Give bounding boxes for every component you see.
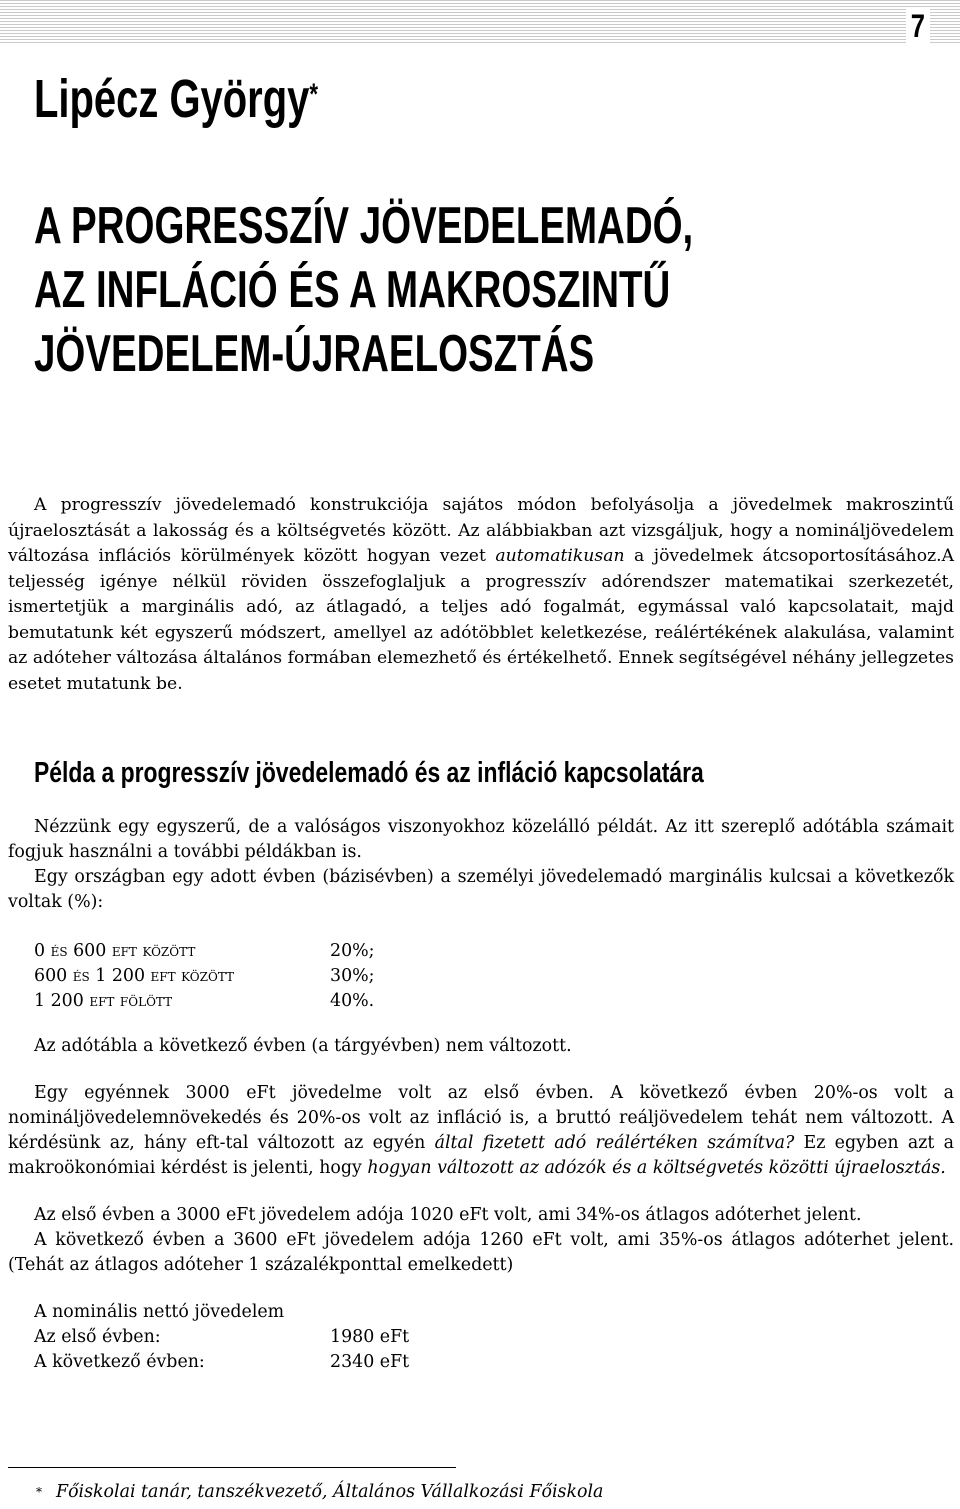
table-row [34, 1350, 409, 1375]
net-income-label: Az első évben: [34, 1327, 161, 1347]
spacer [8, 915, 954, 939]
footnote [36, 1480, 603, 1504]
footnote-marker: * [36, 1485, 42, 1499]
footnote-divider [8, 1467, 456, 1468]
net-income-heading: A nominális nettó jövedelem [34, 1302, 285, 1322]
page-number: 7 [906, 8, 930, 44]
article-body [8, 815, 954, 1375]
abstract-text: A teljesség igénye nélkül röviden összefoglaljuk a progresszív adórendszer matematikai szerkezetét, ismertetjük a marginális adó, az átlagadó, a teljes adó fogalmát, egymással való kapcsolatait, majd bemutatunk két egyszerű módszert, amellyel az adótöbblet keletkezése, reálértékének alakulása, valamint az adóteher változása általános formában elemezhető és értékelhető. Ennek segítségével néhány jellegzetes esetet mutatunk be. [8, 546, 955, 694]
table-row [34, 1325, 409, 1350]
rate-range: 1 200 eft fölött [34, 991, 173, 1011]
header-band [0, 0, 960, 44]
tax-rate-table [34, 939, 375, 1014]
spacer [8, 1181, 954, 1203]
body-text: Ez egyben azt a makroökonómiai kérdést is jelenti, hogy [8, 1133, 954, 1178]
rate-value: 20%; [330, 941, 375, 961]
net-income-table [34, 1300, 409, 1375]
body-emphasis: hogyan változott az adózók és a költségvetés közötti újraelosztás. [367, 1158, 946, 1178]
spacer [8, 1278, 954, 1300]
title-line: A PROGRESSZÍV JÖVEDELEMADÓ, [34, 197, 694, 255]
abstract [8, 493, 954, 697]
body-emphasis: által fizetett adó reálértéken számítva? [434, 1133, 795, 1153]
body-paragraph: Nézzünk egy egyszerű, de a valóságos viszonyokhoz közelálló példát. Az itt szereplő adótábla számait fogjuk használni a további példákban is. [8, 817, 954, 862]
body-paragraph: A következő évben a 3600 eFt jövedelem adója 1260 eFt volt, ami 35%-os átlagos adóterhet jelent. (Tehát az átlagos adóteher 1 százalékponttal emelkedett) [8, 1230, 954, 1275]
rate-range: 600 és 1 200 eft között [34, 966, 235, 986]
footnote-text: Főiskolai tanár, tanszékvezető, Általános Vállalkozási Főiskola [56, 1482, 604, 1502]
net-income-value: 2340 eFt [330, 1352, 410, 1372]
rate-value: 30%; [330, 966, 375, 986]
body-paragraph [8, 1081, 954, 1181]
table-row [34, 1300, 409, 1325]
body-paragraph: Egy országban egy adott évben (bázisévben) a személyi jövedelemadó marginális kulcsai a következők voltak (%): [8, 867, 954, 912]
author-footnote-marker: * [309, 78, 318, 111]
spacer [8, 1059, 954, 1081]
abstract-paragraph [8, 493, 954, 697]
net-income-value: 1980 eFt [330, 1327, 410, 1347]
table-row [34, 989, 375, 1014]
abstract-text: A progresszív jövedelemadó konstrukciója sajátos módon befolyásolja a jövedelmek makroszintű újraelosztását a lakosság és a költségvetés között. Az alábbiakban azt vizsgáljuk, hogy a nomináljövedelem változása inflációs körülmények között hogyan vezet [8, 495, 954, 566]
net-income-label: A következő évben: [34, 1352, 205, 1372]
title-line: JÖVEDELEM-ÚJRAELOSZTÁS [34, 325, 595, 383]
table-row [34, 964, 375, 989]
rate-range: 0 és 600 eft között [34, 941, 196, 961]
body-text: Egy egyénnek 3000 eFt jövedelme volt az első évben. A következő évben 20%-os volt a nomináljövedelemnövekedés és 20%-os volt az infláció is, a bruttó reáljövedelem tehát nem változott. A kérdésünk az, hány eft-tal változott az egyén [8, 1083, 954, 1153]
article-title [34, 194, 693, 386]
title-line: AZ INFLÁCIÓ ÉS A MAKROSZINTŰ [34, 261, 671, 319]
table-row [34, 939, 375, 964]
rate-value: 40%. [330, 991, 375, 1011]
author-name [34, 68, 318, 130]
body-paragraph: Az adótábla a következő évben (a tárgyévben) nem változott. [34, 1036, 572, 1056]
body-paragraph: Az első évben a 3000 eFt jövedelem adója 1020 eFt volt, ami 34%-os átlagos adóterhet jelent. [34, 1205, 862, 1225]
abstract-text: a jövedelmek átcsoportosításához. [624, 546, 942, 566]
abstract-emphasis: automatikusan [495, 546, 625, 566]
author-name-text: Lipécz György [34, 69, 310, 129]
spacer [8, 1014, 954, 1034]
section-heading: Példa a progresszív jövedelemadó és az infláció kapcsolatára [34, 757, 704, 789]
